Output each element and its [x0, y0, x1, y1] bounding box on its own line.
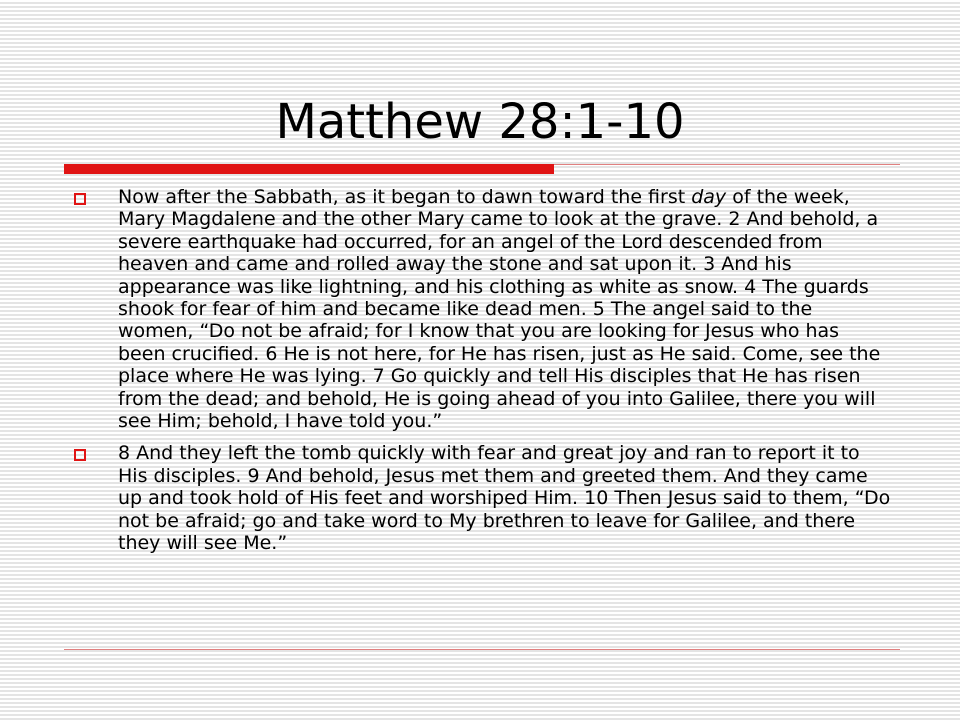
bullet-text-italic: day — [691, 186, 727, 208]
bullet-list — [72, 186, 892, 565]
slide-title: Matthew 28:1-10 — [275, 94, 685, 150]
title-divider-thin — [554, 164, 900, 165]
hollow-square-bullet-icon — [74, 193, 86, 205]
bullet-text: 8 And they left the tomb quickly with fear and great joy and ran to report it to His disciples. 9 And behold, Jesus met them and greeted them. And they came up and took hold of His feet and worshiped Him. 10 Then Jesus said to them, “Do not be afraid; go and take word to My brethren to leave for Galilee, and there they will see Me.” — [118, 442, 891, 555]
bullet-item — [72, 442, 892, 554]
bullet-text — [118, 186, 892, 432]
bottom-divider — [64, 649, 900, 650]
title-divider-red — [64, 164, 554, 174]
bullet-text-part: of the week, Mary Magdalene and the other Mary came to look at the grave. 2 And behold, a severe earthquake had occurred, for an angel of the Lord descended from heaven and came and rolled away the stone and sat upon it. 3 And his appearance was like lightning, and his clothing as white as snow. 4 The guards shook for fear of him and became like dead men. 5 The angel said to the women, “Do not be afraid; for I know that you are looking for Jesus who has been crucified. 6 He is not here, for He has risen, just as He said. Come, see the place where He was lying. 7 Go quickly and tell His disciples that He has risen from the dead; and behold, He is going ahead of you into Galilee, there you will see Him; behold, I have told you.” — [118, 186, 881, 433]
bullet-text-part: Now after the Sabbath, as it began to dawn toward the first — [118, 186, 692, 208]
bullet-item — [72, 186, 892, 432]
hollow-square-bullet-icon — [74, 449, 86, 461]
